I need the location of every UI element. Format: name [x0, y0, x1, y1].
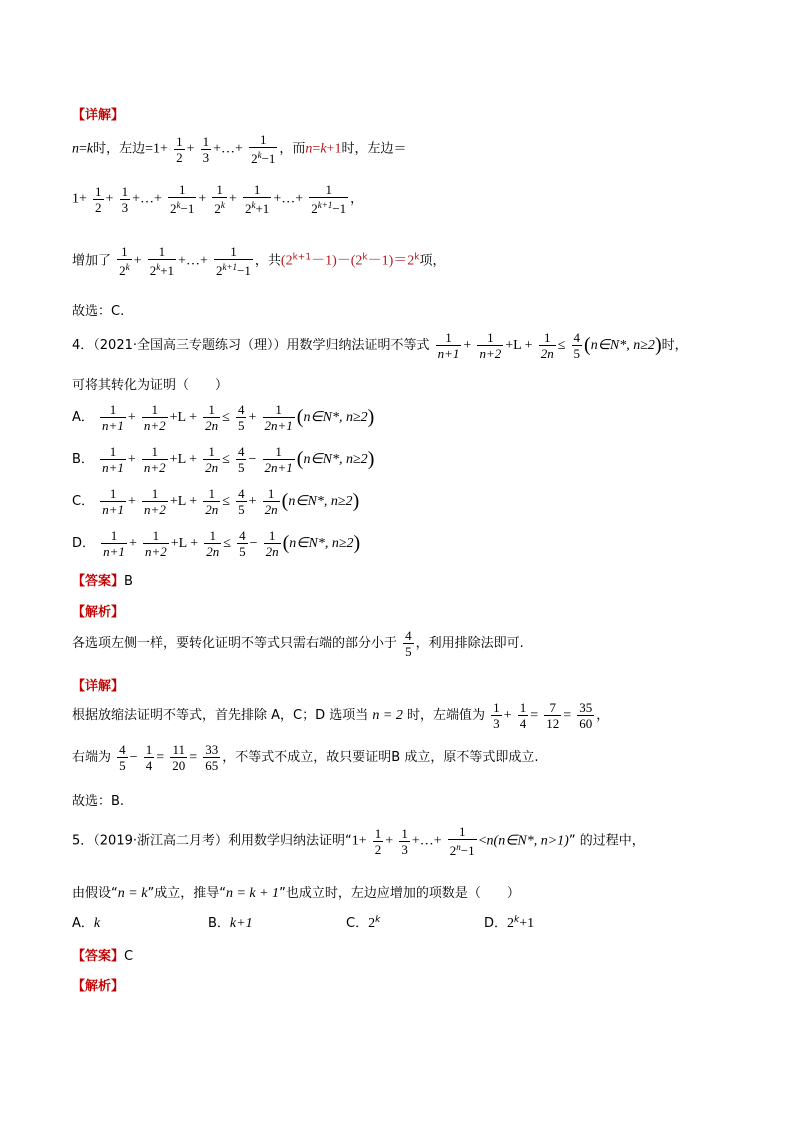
q5-answer: 【答案】C [72, 949, 134, 964]
q4-option-a[interactable]: A． $\frac{1}{n+1}$ + $\frac{1}{n+2}$ +L + $\frac{1}{2n}$ ≤ $\frac{4}{5}$ + $\frac{1}{2n+1}$ (n∈N*, n≥2) [72, 402, 375, 433]
q5-option-b[interactable]: B．k+1 [208, 916, 253, 931]
q4-analysis-label: 【解析】 [72, 605, 125, 620]
detail-line-2: 1+ $\frac{1}{2}$ + $\frac{1}{3}$ +…+ $\frac{1}{2^k-1}$ + $\frac{1}{2^k}$ + $\frac{1}{2^k+1}$ +…+ $\frac{1}{2^{k+1}-1}$ ， [72, 182, 364, 216]
q4-option-b[interactable]: B． $\frac{1}{n+1}$ + $\frac{1}{n+2}$ +L + $\frac{1}{2n}$ ≤ $\frac{4}{5}$ − $\frac{1}{2n+1}$ (n∈N*, n≥2) [72, 444, 375, 475]
q4-option-c[interactable]: C． $\frac{1}{n+1}$ + $\frac{1}{n+2}$ +L + $\frac{1}{2n}$ ≤ $\frac{4}{5}$ + $\frac{1}{2n}$ (n∈N*, n≥2) [72, 486, 360, 517]
q5-option-c[interactable]: C．2$^k$ [346, 915, 381, 931]
q4-conclusion: 故选：B. [72, 794, 125, 809]
fraction: $\frac{1}{2^k-1}$ [251, 132, 276, 166]
q5-option-d[interactable]: D．$2^k+1$ [484, 915, 535, 931]
q4-detail-label: 【详解】 [72, 679, 125, 694]
q4-stem-2: 可将其转化为证明（ ） [72, 378, 229, 393]
q4-detail-2: 右端为 $\frac{4}{5}$ − $\frac{1}{4}$ = $\frac{11}{20}$ = $\frac{33}{65}$ ，不等式不成立，故只要证明B 成立，原不等式即成立. [72, 742, 539, 773]
detail-label-1: 【详解】 [72, 108, 125, 123]
q4-answer: 【答案】B [72, 574, 133, 589]
detail-line-3: 增加了 $\frac{1}{2^k}$ + $\frac{1}{2^k+1}$ +…+ $\frac{1}{2^{k+1}-1}$ ，共$(2^{k+1}-1)-(2^k-1)=2^k$项， [72, 244, 446, 278]
q4-detail-1: 根据放缩法证明不等式，首先排除 A，C；D 选项当 n = 2 时，左端值为 $\frac{1}{3}$ + $\frac{1}{4}$ = $\frac{7}{12}$ = $\frac{35}{60}$ ， [72, 700, 610, 731]
fraction: $\frac{1}{3}$ [202, 133, 210, 165]
q5-option-a[interactable]: A．k [72, 916, 101, 931]
q4-stem: 4．（2021·全国高三专题练习（理））用数学归纳法证明不等式 $\frac{1}{n+1}$ + $\frac{1}{n+2}$ +L + $\frac{1}{2n}$ ≤ $\frac{4}{5}$ (n∈N*, n≥2)时， [72, 330, 688, 361]
q5-stem-2: 由假设“n = k”成立，推导“n = k + 1”也成立时，左边应增加的项数是（ ） [72, 886, 520, 901]
q4-option-d[interactable]: D． $\frac{1}{n+1}$ + $\frac{1}{n+2}$ +L + $\frac{1}{2n}$ ≤ $\frac{4}{5}$ − $\frac{1}{2n}$ (n∈N*, n≥2) [72, 528, 361, 559]
q5-stem: 5．（2019·浙江高二月考）利用数学归纳法证明“1+ $\frac{1}{2}$ + $\frac{1}{3}$ +…+ $\frac{1}{2^n-1}$ <n(n∈N*, n>1)” 的过程中， [72, 824, 645, 858]
fraction: $\frac{1}{2}$ [176, 133, 183, 165]
q4-analysis: 各选项左侧一样，要转化证明不等式只需右端的部分小于 $\frac{4}{5}$ ，利用排除法即可. [72, 628, 524, 659]
var-n: n [72, 141, 79, 157]
detail-line-1: n=k时，左边=1+ $\frac{1}{2}$ + $\frac{1}{3}$ +…+ $\frac{1}{2^k-1}$ ，而n=k+1时，左边＝ [72, 132, 407, 166]
conclusion-1: 故选：C. [72, 304, 125, 319]
q5-analysis-label: 【解析】 [72, 979, 125, 994]
